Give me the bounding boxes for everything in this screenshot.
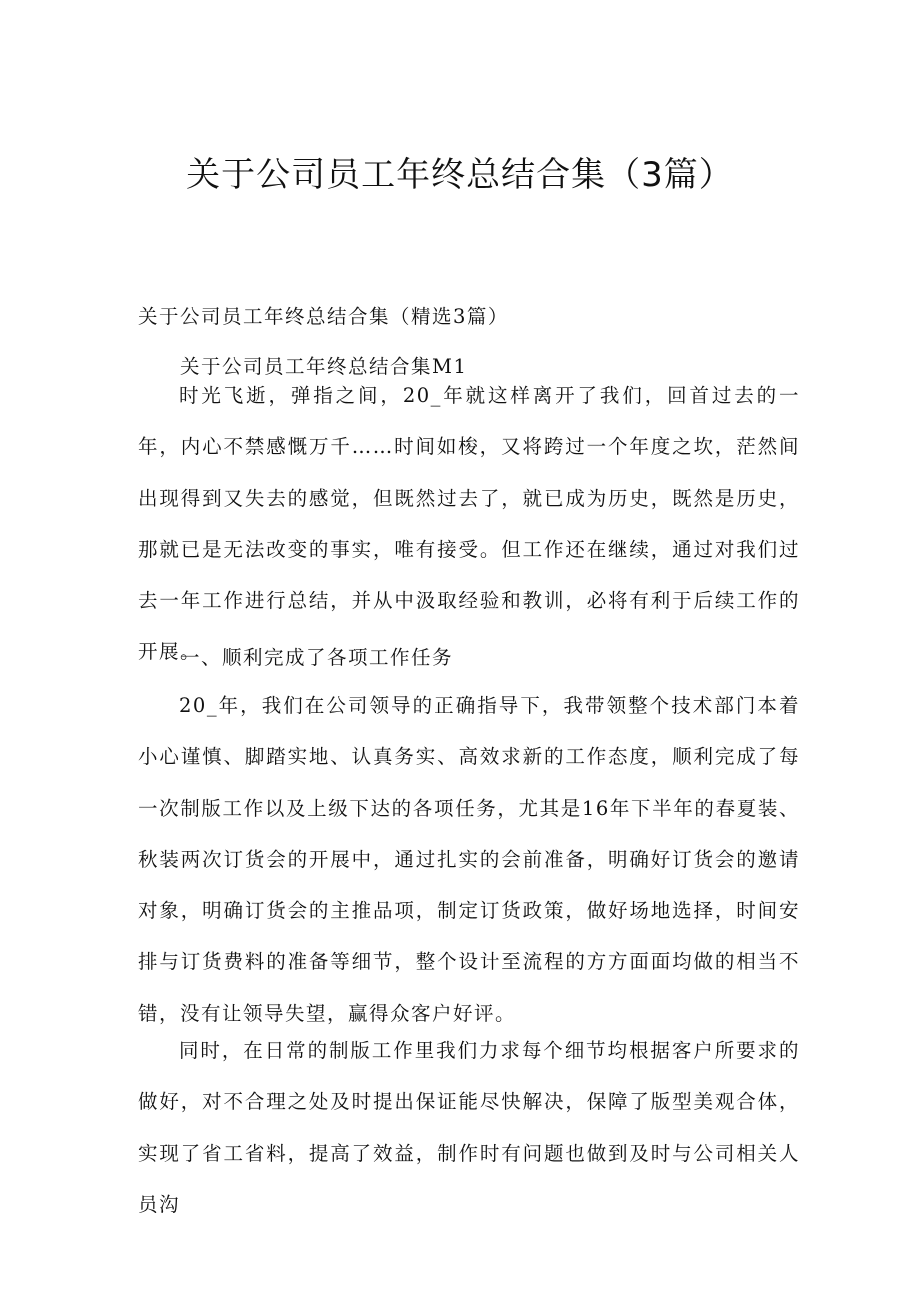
paragraph-3: 同时，在日常的制版工作里我们力求每个细节均根据客户所要求的做好，对不合理之处及时提出保证能尽快解决，保障了版型美观合体，实现了省工省料，提高了效益，制作时有问题也做到及时与公司相关人员沟 — [138, 1039, 800, 1216]
heading-1: 一、顺利完成了各项工作任务 — [180, 646, 454, 669]
document-subtitle: 关于公司员工年终总结合集（精选3篇） — [138, 305, 509, 328]
document-title: 关于公司员工年终总结合集（3篇） — [186, 155, 734, 195]
paragraph-1: 时光飞逝，弹指之间，20_年就这样离开了我们，回首过去的一年，内心不禁感慨万千……时间如梭，又将跨过一个年度之坎，茫然间出现得到又失去的感觉，但既然过去了，就已成为历史，既然是历史，那就已是无法改变的事实，唯有接受。但工作还在继续，通过对我们过去一年工作进行总结，并从中汲取经验和教训，必将有利于后续工作的开展。 — [138, 384, 800, 664]
section-heading: 关于公司员工年终总结合集M1 — [180, 355, 468, 378]
paragraph-2: 20_年，我们在公司领导的正确指导下，我带领整个技术部门本着小心谨慎、脚踏实地、认真务实、高效求新的工作态度，顺利完成了每一次制版工作以及上级下达的各项任务，尤其是16年下半年的春夏装、秋装两次订货会的开展中，通过扎实的会前准备，明确好订货会的邀请对象，明确订货会的主推品项，制定订货政策，做好场地选择，时间安排与订货费料的准备等细节，整个设计至流程的方方面面均做的相当不错，没有让领导失望，赢得众客户好评。 — [138, 694, 800, 1025]
